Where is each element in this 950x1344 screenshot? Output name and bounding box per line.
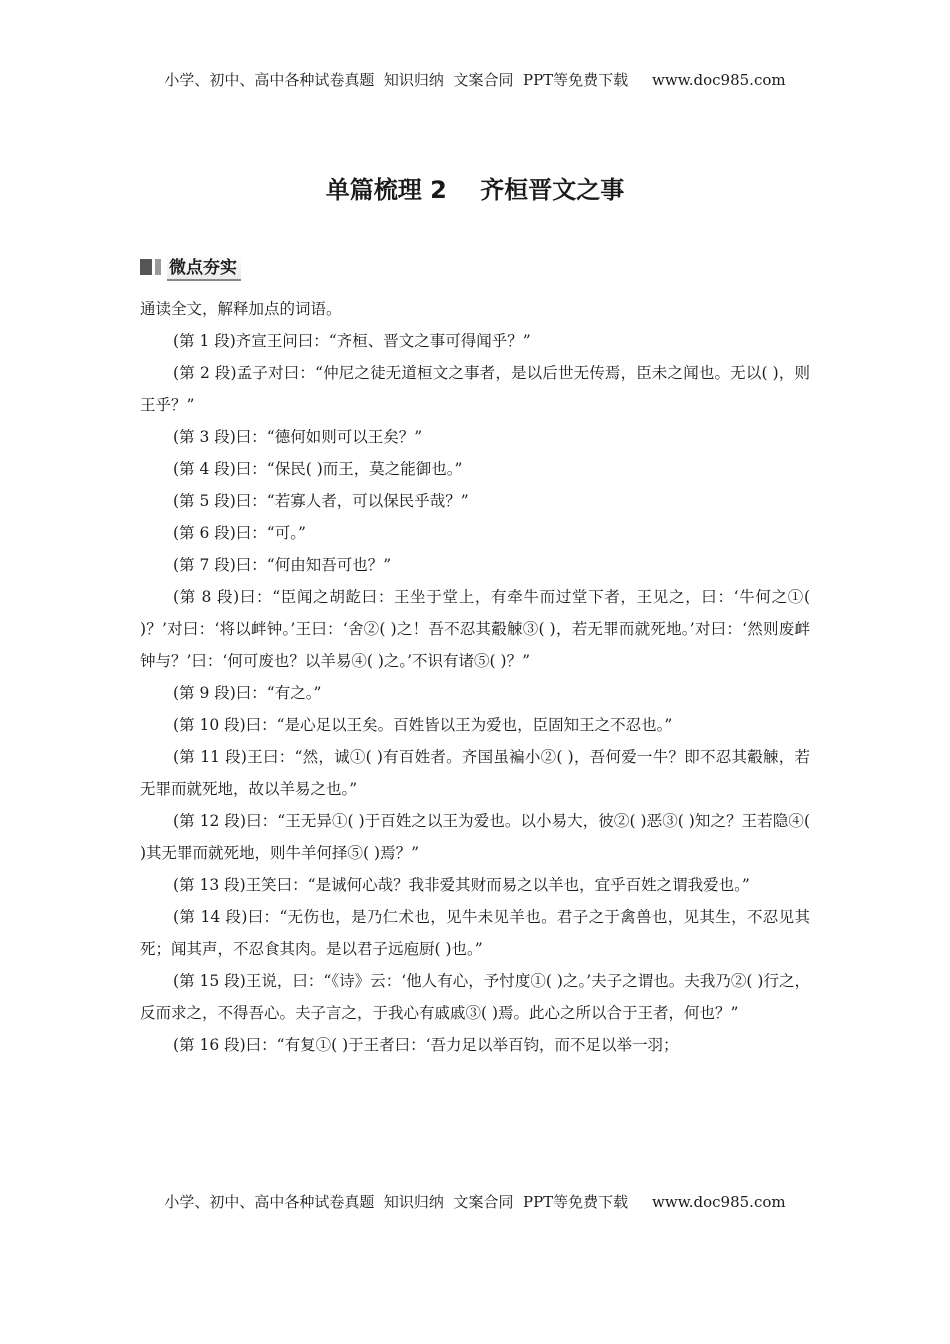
section-marker-icon-secondary: [155, 259, 161, 275]
paragraph-12: (第 12 段)曰：“王无异①( )于百姓之以王为爱也。以小易大，彼②( )恶③( )知之？王若隐④( )其无罪而就死地，则牛羊何择⑤( )焉？”: [140, 812, 810, 862]
paragraph-16: (第 16 段)曰：“有复①( )于王者曰：‘吾力足以举百钧，而不足以举一羽；: [173, 1036, 679, 1054]
section-heading-label: 微点夯实: [167, 253, 241, 281]
section-marker-icon: [140, 259, 152, 275]
page-header: 小学、初中、高中各种试卷真题 知识归纳 文案合同 PPT等免费下载 www.doc985.com: [164, 71, 786, 89]
page-title: 单篇梳理 2 齐桓晋文之事: [325, 176, 625, 204]
section-heading: [140, 256, 241, 278]
paragraph-5: (第 5 段)曰：“若寡人者，可以保民乎哉？”: [173, 492, 469, 510]
page-footer: 小学、初中、高中各种试卷真题 知识归纳 文案合同 PPT等免费下载 www.doc985.com: [164, 1193, 786, 1211]
instruction-text: 通读全文，解释加点的词语。: [140, 300, 342, 318]
paragraph-15: (第 15 段)王说，曰：“《诗》云：‘他人有心，予忖度①( )之。’夫子之谓也。夫我乃②( )行之，反而求之，不得吾心。夫子言之，于我心有戚戚③( )焉。此心之所以合于王者，何也？”: [140, 972, 810, 1022]
paragraph-2: (第 2 段)孟子对曰：“仲尼之徒无道桓文之事者，是以后世无传焉，臣未之闻也。无以( )，则王乎？”: [140, 364, 810, 414]
paragraph-9: (第 9 段)曰：“有之。”: [173, 684, 322, 702]
paragraph-4: (第 4 段)曰：“保民( )而王，莫之能御也。”: [173, 460, 463, 478]
paragraph-11: (第 11 段)王曰：“然，诚①( )有百姓者。齐国虽褊小②( )，吾何爱一牛？即不忍其觳觫，若无罪而就死地，故以羊易之也。”: [140, 748, 810, 798]
paragraph-13: (第 13 段)王笑曰：“是诚何心哉？我非爱其财而易之以羊也，宜乎百姓之谓我爱也。”: [173, 876, 750, 894]
paragraph-3: (第 3 段)曰：“德何如则可以王矣？”: [173, 428, 423, 446]
paragraph-14: (第 14 段)曰：“无伤也，是乃仁术也，见牛未见羊也。君子之于禽兽也，见其生，不忍见其死；闻其声，不忍食其肉。是以君子远庖厨( )也。”: [140, 908, 810, 958]
paragraph-1: (第 1 段)齐宣王问曰：“齐桓、晋文之事可得闻乎？”: [173, 332, 531, 350]
document-body: [140, 293, 810, 1061]
paragraph-8: (第 8 段)曰：“臣闻之胡龁曰：王坐于堂上，有牵牛而过堂下者，王见之，曰：‘牛何之①( )？’对曰：‘将以衅钟。’王曰：‘舍②( )之！吾不忍其觳觫③( )，若无罪而就死地。’对曰：‘然则废衅钟与？’曰：‘何可废也？以羊易④( )之。’不识有诸⑤( )？”: [140, 588, 810, 670]
paragraph-10: (第 10 段)曰：“是心足以王矣。百姓皆以王为爱也，臣固知王之不忍也。”: [173, 716, 673, 734]
paragraph-6: (第 6 段)曰：“可。”: [173, 524, 306, 542]
paragraph-7: (第 7 段)曰：“何由知吾可也？”: [173, 556, 392, 574]
